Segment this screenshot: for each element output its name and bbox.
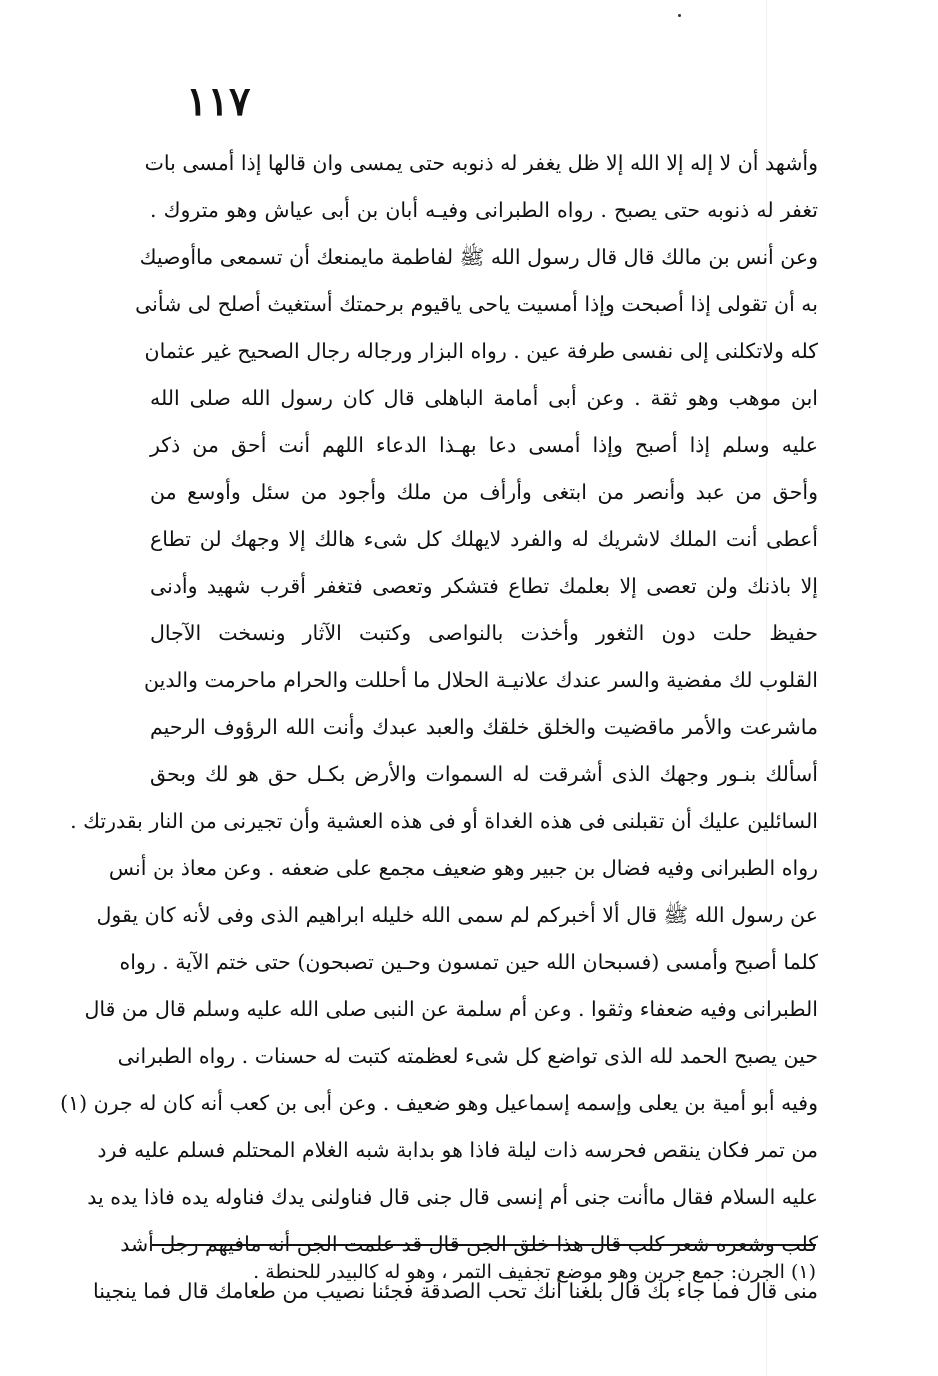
text-line: عليه السلام فقال ماأنت جنى أم إنسى قال جنى قال فناولنى يدك فناوله يده فاذا يده يد bbox=[87, 1185, 818, 1209]
text-line: أسألك بنـور وجهك الذى أشرقت له السموات والأرض بكـل حق هو لك وبحق bbox=[150, 762, 818, 786]
text-line: وفيه أبو أمية بن يعلى وإسمه إسماعيل وهو ضعيف . وعن أبى بن كعب أنه كان له جرن (١) bbox=[60, 1091, 818, 1115]
text-line: تغفر له ذنوبه حتى يصبح . رواه الطبرانى وفيـه أبان بن أبى عياش وهو متروك . bbox=[150, 198, 818, 222]
text-line: رواه الطبرانى وفيه فضال بن جبير وهو ضعيف مجمع على ضعفه . وعن معاذ بن أنس bbox=[108, 856, 818, 880]
text-line: إلا باذنك ولن تعصى إلا بعلمك تطاع فتشكر وتعصى فتغفر أقرب شهيد وأدنى bbox=[150, 574, 818, 598]
text-line: أعطى أنت الملك لاشريك له والفرد لايهلك كل شىء هالك إلا وجهك لن تطاع bbox=[150, 527, 818, 551]
paper-speck bbox=[678, 14, 681, 17]
text-line: ماشرعت والأمر ماقضيت والخلق خلقك والعبد عبدك وأنت الله الرؤوف الرحيم bbox=[150, 715, 818, 739]
text-line: وعن أنس بن مالك قال قال رسول الله ﷺ لفاطمة مايمنعك أن تسمعى ماأوصيك bbox=[139, 245, 818, 269]
text-line: وأشهد أن لا إله إلا الله إلا ظل يغفر له ذنوبه حتى يمسى وان قالها إذا أمسى بات bbox=[144, 151, 818, 175]
text-line: حفيظ حلت دون الثغور وأخذت بالنواصى وكتبت الآثار ونسخت الآجال bbox=[150, 621, 818, 645]
text-line: كلما أصبح وأمسى (فسبحان الله حين تمسون وحـين تصبحون) حتى ختم الآية . رواه bbox=[119, 950, 818, 974]
footnote: (١) الجرن: جمع جرين وهو موضع تجفيف التمر ، وهو له كالبيدر للحنطة . bbox=[253, 1261, 816, 1283]
footnote-divider bbox=[152, 1244, 816, 1246]
text-line: ابن موهب وهو ثقة . وعن أبى أمامة الباهلى قال كان رسول الله صلى الله bbox=[150, 386, 818, 410]
text-line: وأحق من عبد وأنصر من ابتغى وأرأف من ملك وأجود من سئل وأوسع من bbox=[150, 480, 818, 504]
text-line: منى قال فما جاء بك قال بلغنا أنك تحب الصدقة فجئنا نصيب من طعامك قال فما ينجينا bbox=[93, 1279, 818, 1303]
text-line: الطبرانى وفيه ضعفاء وثقوا . وعن أم سلمة عن النبى صلى الله عليه وسلم قال من قال bbox=[84, 997, 818, 1021]
text-line: حين يصبح الحمد لله الذى تواضع كل شىء لعظمته كتبت له حسنات . رواه الطبرانى bbox=[117, 1044, 818, 1068]
text-line: السائلين عليك أن تقبلنى فى هذه الغداة أو فى هذه العشية وأن تجيرنى من النار بقدرتك . bbox=[70, 809, 818, 833]
text-line: كلب وشعره شعر كلب قال هذا خلق الجن قال قد علمت الجن أنه مافيهم رجل أشد bbox=[120, 1232, 818, 1256]
page-number: ١١٧ bbox=[186, 78, 251, 125]
text-line: من تمر فكان ينقص فحرسه ذات ليلة فاذا هو بدابة شبه الغلام المحتلم فسلم عليه فرد bbox=[97, 1138, 818, 1162]
text-line: به أن تقولى إذا أصبحت وإذا أمسيت ياحى ياقيوم برحمتك أستغيث أصلح لى شأنى bbox=[135, 292, 818, 316]
main-text bbox=[60, 140, 818, 1315]
text-line: القلوب لك مفضية والسر عندك علانيـة الحلال ما أحللت والحرام ماحرمت والدين bbox=[144, 668, 818, 692]
text-line: كله ولاتكلنى إلى نفسى طرفة عين . رواه البزار ورجاله رجال الصحيح غير عثمان bbox=[144, 339, 818, 363]
text-line: عن رسول الله ﷺ قال ألا أخبركم لم سمى الله خليله ابراهيم الذى وفى لأنه كان يقول bbox=[96, 903, 818, 927]
text-line: عليه وسلم إذا أصبح وإذا أمسى دعا بهـذا الدعاء اللهم أنت أحق من ذكر bbox=[150, 433, 818, 457]
